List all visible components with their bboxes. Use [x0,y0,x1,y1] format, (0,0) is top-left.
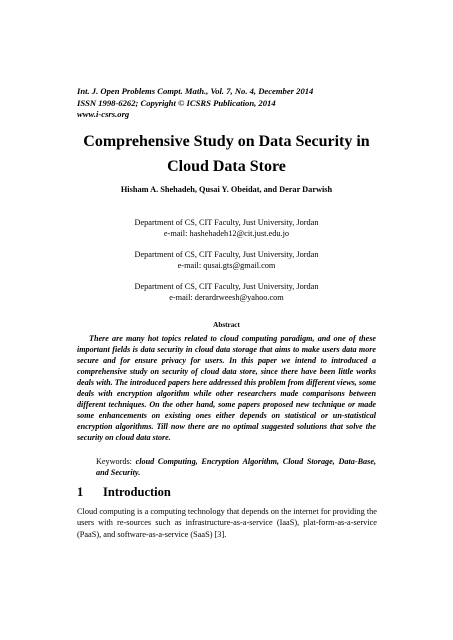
journal-header [77,86,377,121]
affiliation-email: e-mail: derardrweesh@yahoo.com [169,293,284,302]
journal-citation: Int. J. Open Problems Compt. Math., Vol. 7, No. 4, December 2014 [77,86,314,96]
affiliation-dept: Department of CS, CIT Faculty, Just University, Jordan [134,282,319,291]
affiliation-dept: Department of CS, CIT Faculty, Just University, Jordan [134,250,319,259]
affiliation-2 [0,249,453,271]
keywords-label: Keywords: [96,457,132,466]
section-title: Introduction [103,485,171,499]
affiliation-dept: Department of CS, CIT Faculty, Just University, Jordan [134,218,319,227]
affiliation-email: e-mail: hashehadeh12@cit.just.edu.jo [163,229,290,238]
affiliation-email: e-mail: qusai.gts@gmail.com [177,261,276,270]
paper-title-line-1: Comprehensive Study on Data Security in [83,133,370,150]
affiliation-3 [0,281,453,303]
journal-issn: ISSN 1998-6262; Copyright © ICSRS Publication, 2014 [77,97,276,108]
introduction-paragraph: Cloud computing is a computing technology that depends on the internet for providing the users with re-sources such as infrastructure-as-a-service (IaaS), plat-form-as-a-service (PaaS), and software-as-a-service (SaaS) [3]. [77,507,377,539]
journal-website: www.i-csrs.org [77,109,130,119]
affiliation-1 [0,217,453,239]
section-heading [77,485,171,500]
keywords-list: cloud Computing, Encryption Algorithm, Cloud Storage, Data-Base, and Security. [96,457,377,477]
keywords [96,456,376,478]
section-number: 1 [77,485,84,499]
abstract-heading: Abstract [213,321,240,329]
paper-title-line-2: Cloud Data Store [167,158,286,175]
author-list: Hisham A. Shehadeh, Qusai Y. Obeidat, and Derar Darwish [120,185,333,194]
abstract-text: There are many hot topics related to cloud computing paradigm, and one of these important fields is data security in cloud data storage that aims to make users data more secure and for ensure privacy for users. In this paper we intend to introduced a comprehensive study on security of cloud data store, since there have been little works deals with. The introduced papers here addressed this problem from different views, some deals with encryption algorithm while other researchers made comparisons between different techniques. On the other hand, some papers proposed new technique or made some enhancements on existing ones either depends on statistical or un-statistical encryption algorithms. Till now there are no optimal suggested solutions that solve the security on cloud data store. [77,334,376,442]
